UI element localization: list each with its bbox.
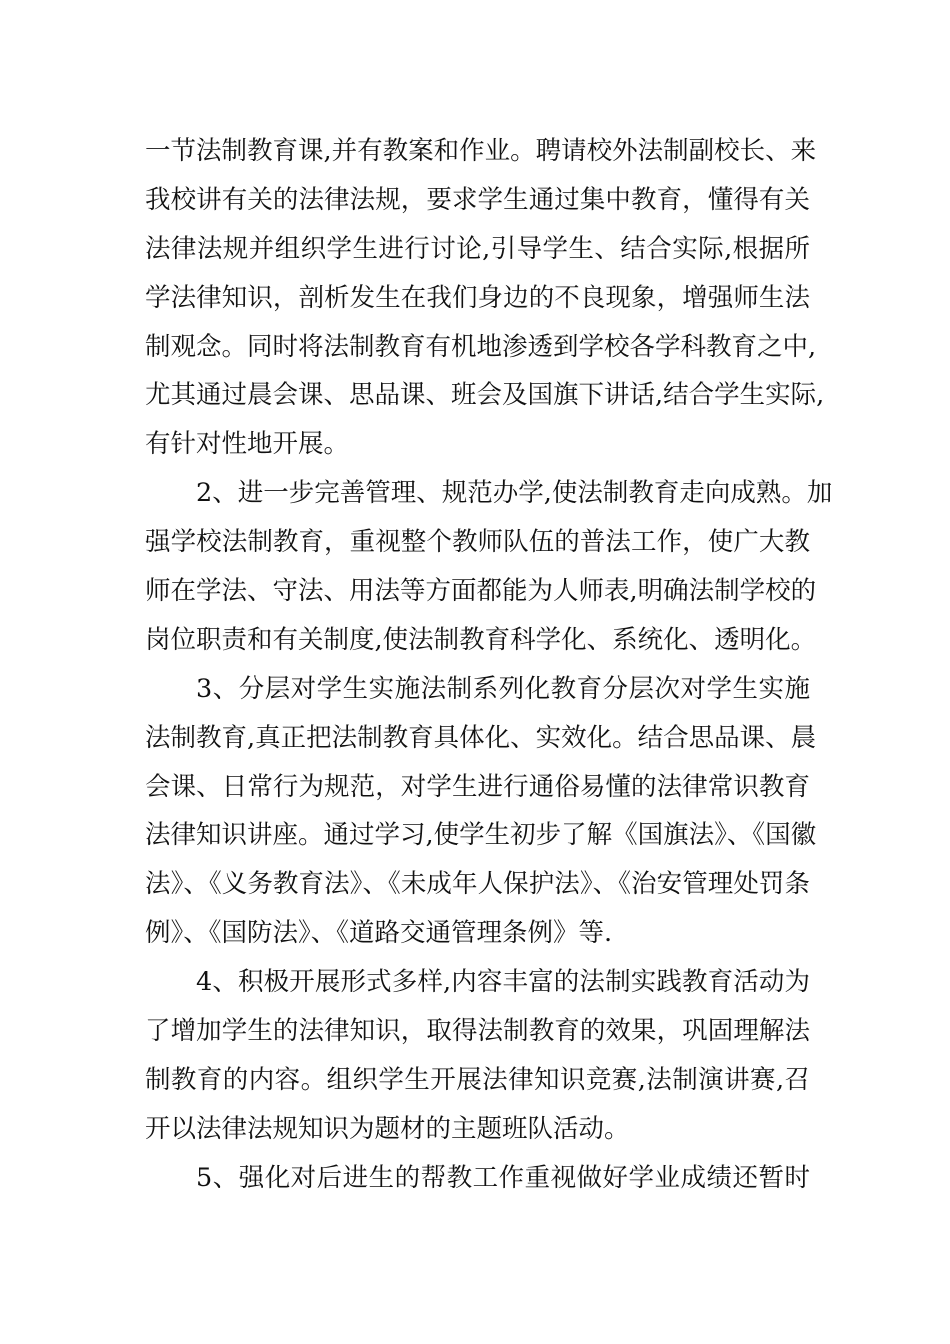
text-line: 有针对性地开展。	[145, 429, 350, 460]
text-line: 尤其通过晨会课、思品课、班会及国旗下讲话,结合学生实际,	[145, 380, 825, 411]
text-line: 师在学法、守法、用法等方面都能为人师表,明确法制学校的	[145, 576, 817, 607]
document-body	[145, 127, 833, 1203]
text-line: 法制教育,真正把法制教育具体化、实效化。结合思品课、晨	[145, 722, 817, 753]
text-line: 会课、日常行为规范，对学生进行通俗易懂的法律常识教育	[145, 771, 810, 802]
text-line: 我校讲有关的法律法规，要求学生通过集中教育，懂得有关	[145, 184, 810, 215]
text-line: 法律法规并组织学生进行讨论,引导学生、结合实际,根据所	[145, 233, 810, 264]
text-line: 例》、《国防法》、《道路交通管理条例》等.	[145, 918, 613, 949]
paragraph-1	[145, 127, 825, 469]
text-line: 岗位职责和有关制度,使法制教育科学化、系统化、透明化。	[145, 624, 817, 655]
text-line: 强学校法制教育，重视整个教师队伍的普法工作，使广大教	[145, 527, 810, 558]
paragraph-4	[145, 958, 810, 1154]
text-line: 5、强化对后进生的帮教工作重视做好学业成绩还暂时	[196, 1162, 810, 1193]
text-line: 了增加学生的法律知识，取得法制教育的效果，巩固理解法	[145, 1016, 810, 1047]
text-line: 一节法制教育课,并有教案和作业。聘请校外法制副校长、来	[145, 136, 817, 166]
text-line: 法》、《义务教育法》、《未成年人保护法》、《治安管理处罚条	[145, 869, 810, 900]
text-line: 学法律知识，剖析发生在我们身边的不良现象，增强师生法	[145, 282, 810, 313]
text-line: 开以法律法规知识为题材的主题班队活动。	[145, 1113, 630, 1144]
text-line: 制教育的内容。组织学生开展法律知识竞赛,法制演讲赛,召	[145, 1064, 810, 1095]
paragraph-3	[145, 665, 817, 958]
text-line: 法律知识讲座。通过学习,使学生初步了解《国旗法》、《国徽	[145, 820, 817, 851]
text-line: 3、分层对学生实施法制系列化教育分层次对学生实施	[196, 673, 810, 704]
text-line: 4、积极开展形式多样,内容丰富的法制实践教育活动为	[196, 967, 810, 998]
paragraph-2	[145, 469, 833, 665]
paragraph-5	[145, 1154, 810, 1203]
text-line: 制观念。同时将法制教育有机地渗透到学校各学科教育之中,	[145, 331, 817, 362]
text-line: 2、进一步完善管理、规范办学,使法制教育走向成熟。加	[196, 478, 833, 509]
